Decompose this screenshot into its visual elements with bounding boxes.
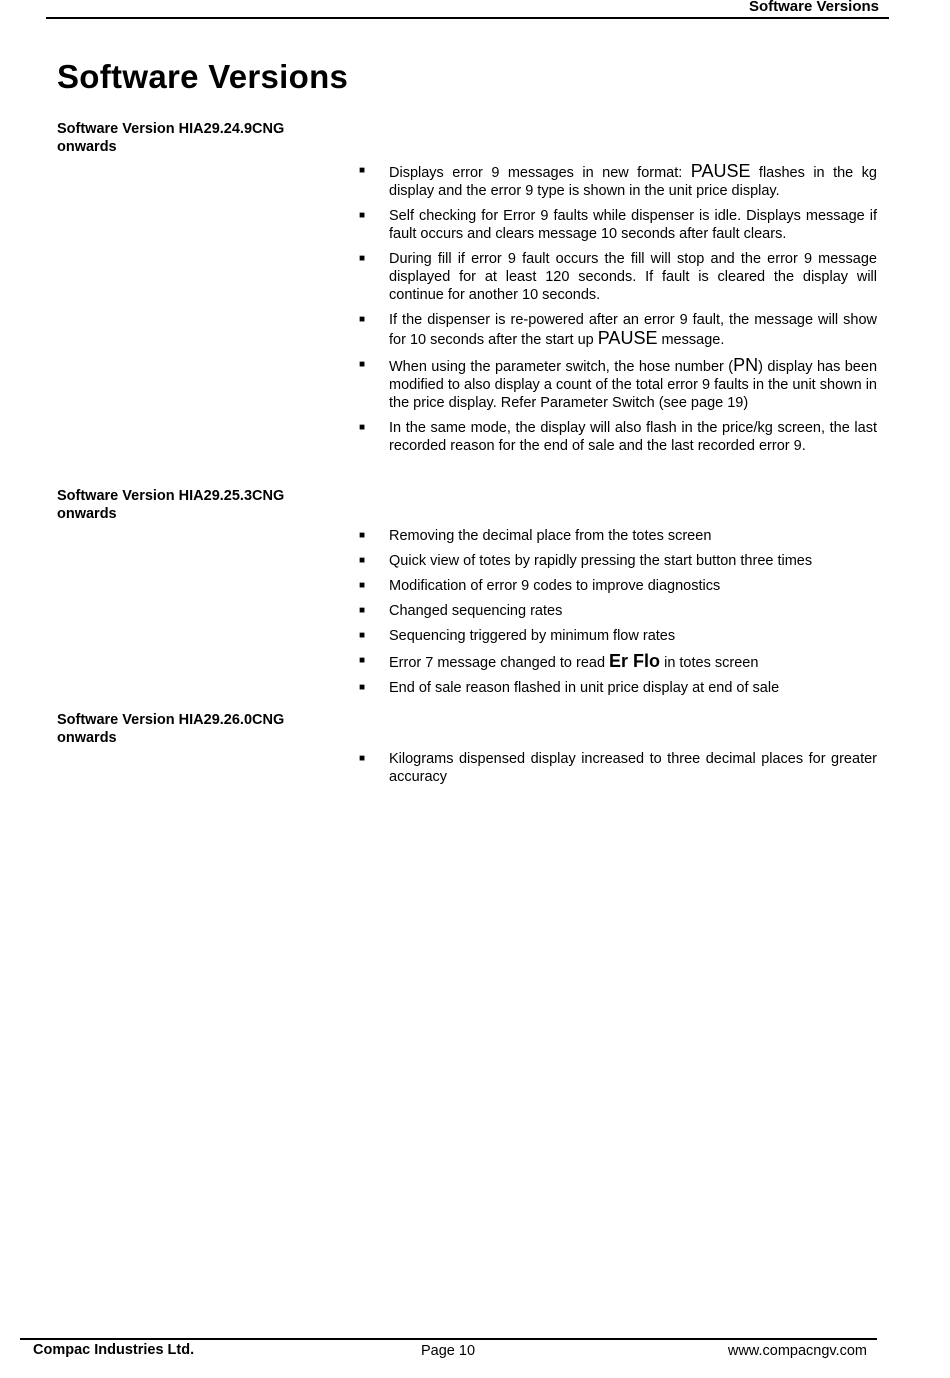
changelog-list-hia29-26-0: [357, 750, 877, 793]
list-item: ■ Self checking for Error 9 faults while dispenser is idle. Displays message if fault occurs and clears message 10 seconds after fault clears.: [359, 208, 877, 242]
bullet-icon: ■: [359, 253, 366, 264]
bullet-icon: ■: [359, 682, 366, 693]
footer-company: Compac Industries Ltd.: [33, 1342, 195, 1358]
bullet-icon: ■: [359, 422, 366, 433]
list-item: ■ Error 7 message changed to read Er Flo in totes screen: [359, 651, 759, 671]
section-label-hia29-24-9: Software Version HIA29.24.9CNG onwards: [57, 121, 285, 155]
display-code: PN: [733, 355, 759, 375]
footer-page-number: Page 10: [421, 1343, 476, 1359]
footer-rule: [20, 1338, 877, 1340]
list-item: ■ Removing the decimal place from the totes screen: [359, 528, 712, 544]
bullet-icon: ■: [359, 655, 366, 666]
display-code: Er Flo: [609, 651, 661, 671]
list-item: ■ In the same mode, the display will also flash in the price/kg screen, the last recorded reason for the end of sale and the last recorded error 9.: [359, 420, 877, 454]
bullet-icon: ■: [359, 555, 366, 566]
list-item: ■ Changed sequencing rates: [359, 603, 563, 619]
bullet-icon: ■: [359, 530, 366, 541]
bullet-icon: ■: [359, 210, 366, 221]
bullet-icon: ■: [359, 580, 366, 591]
display-code: PAUSE: [690, 161, 751, 181]
header-rule: [46, 17, 889, 19]
page-title: Software Versions: [57, 58, 349, 95]
changelog-list-hia29-24-9: [357, 162, 877, 462]
list-item: ■ Displays error 9 messages in new format: PAUSE flashes in the kg display and the error 9 type is shown in the unit price display.: [359, 161, 877, 199]
list-item: ■ End of sale reason flashed in unit price display at end of sale: [359, 680, 780, 696]
list-item: ■ During fill if error 9 fault occurs the fill will stop and the error 9 message displayed for at least 120 seconds. If fault is cleared the display will continue for another 10 seconds.: [359, 251, 877, 303]
list-item: ■ Sequencing triggered by minimum flow rates: [359, 628, 676, 644]
bullet-icon: ■: [359, 314, 366, 325]
bullet-icon: ■: [359, 359, 366, 370]
bullet-icon: ■: [359, 165, 366, 176]
list-item: ■ If the dispenser is re-powered after an error 9 fault, the message will show for 10 seconds after the start up PAUSE message.: [359, 312, 877, 348]
bullet-icon: ■: [359, 605, 366, 616]
section-label-hia29-26-0: Software Version HIA29.26.0CNG onwards: [57, 712, 285, 746]
list-item: ■ When using the parameter switch, the hose number (PN) display has been modified to also display a count of the total error 9 faults in the unit shown in the price display. Refer Parameter Switch (see page 19): [359, 355, 878, 411]
list-item: ■ Quick view of totes by rapidly pressing the start button three times: [359, 553, 813, 569]
running-header: Software Versions: [748, 0, 879, 15]
list-item: ■ Kilograms dispensed display increased to three decimal places for greater accuracy: [359, 751, 877, 785]
bullet-icon: ■: [359, 753, 366, 764]
bullet-icon: ■: [359, 630, 366, 641]
list-item: ■ Modification of error 9 codes to improve diagnostics: [359, 578, 721, 594]
section-label-hia29-25-3: Software Version HIA29.25.3CNG onwards: [57, 488, 285, 522]
changelog-list-hia29-25-3: [357, 527, 877, 704]
footer-website: www.compacngv.com: [727, 1343, 867, 1359]
display-code: PAUSE: [597, 328, 658, 348]
